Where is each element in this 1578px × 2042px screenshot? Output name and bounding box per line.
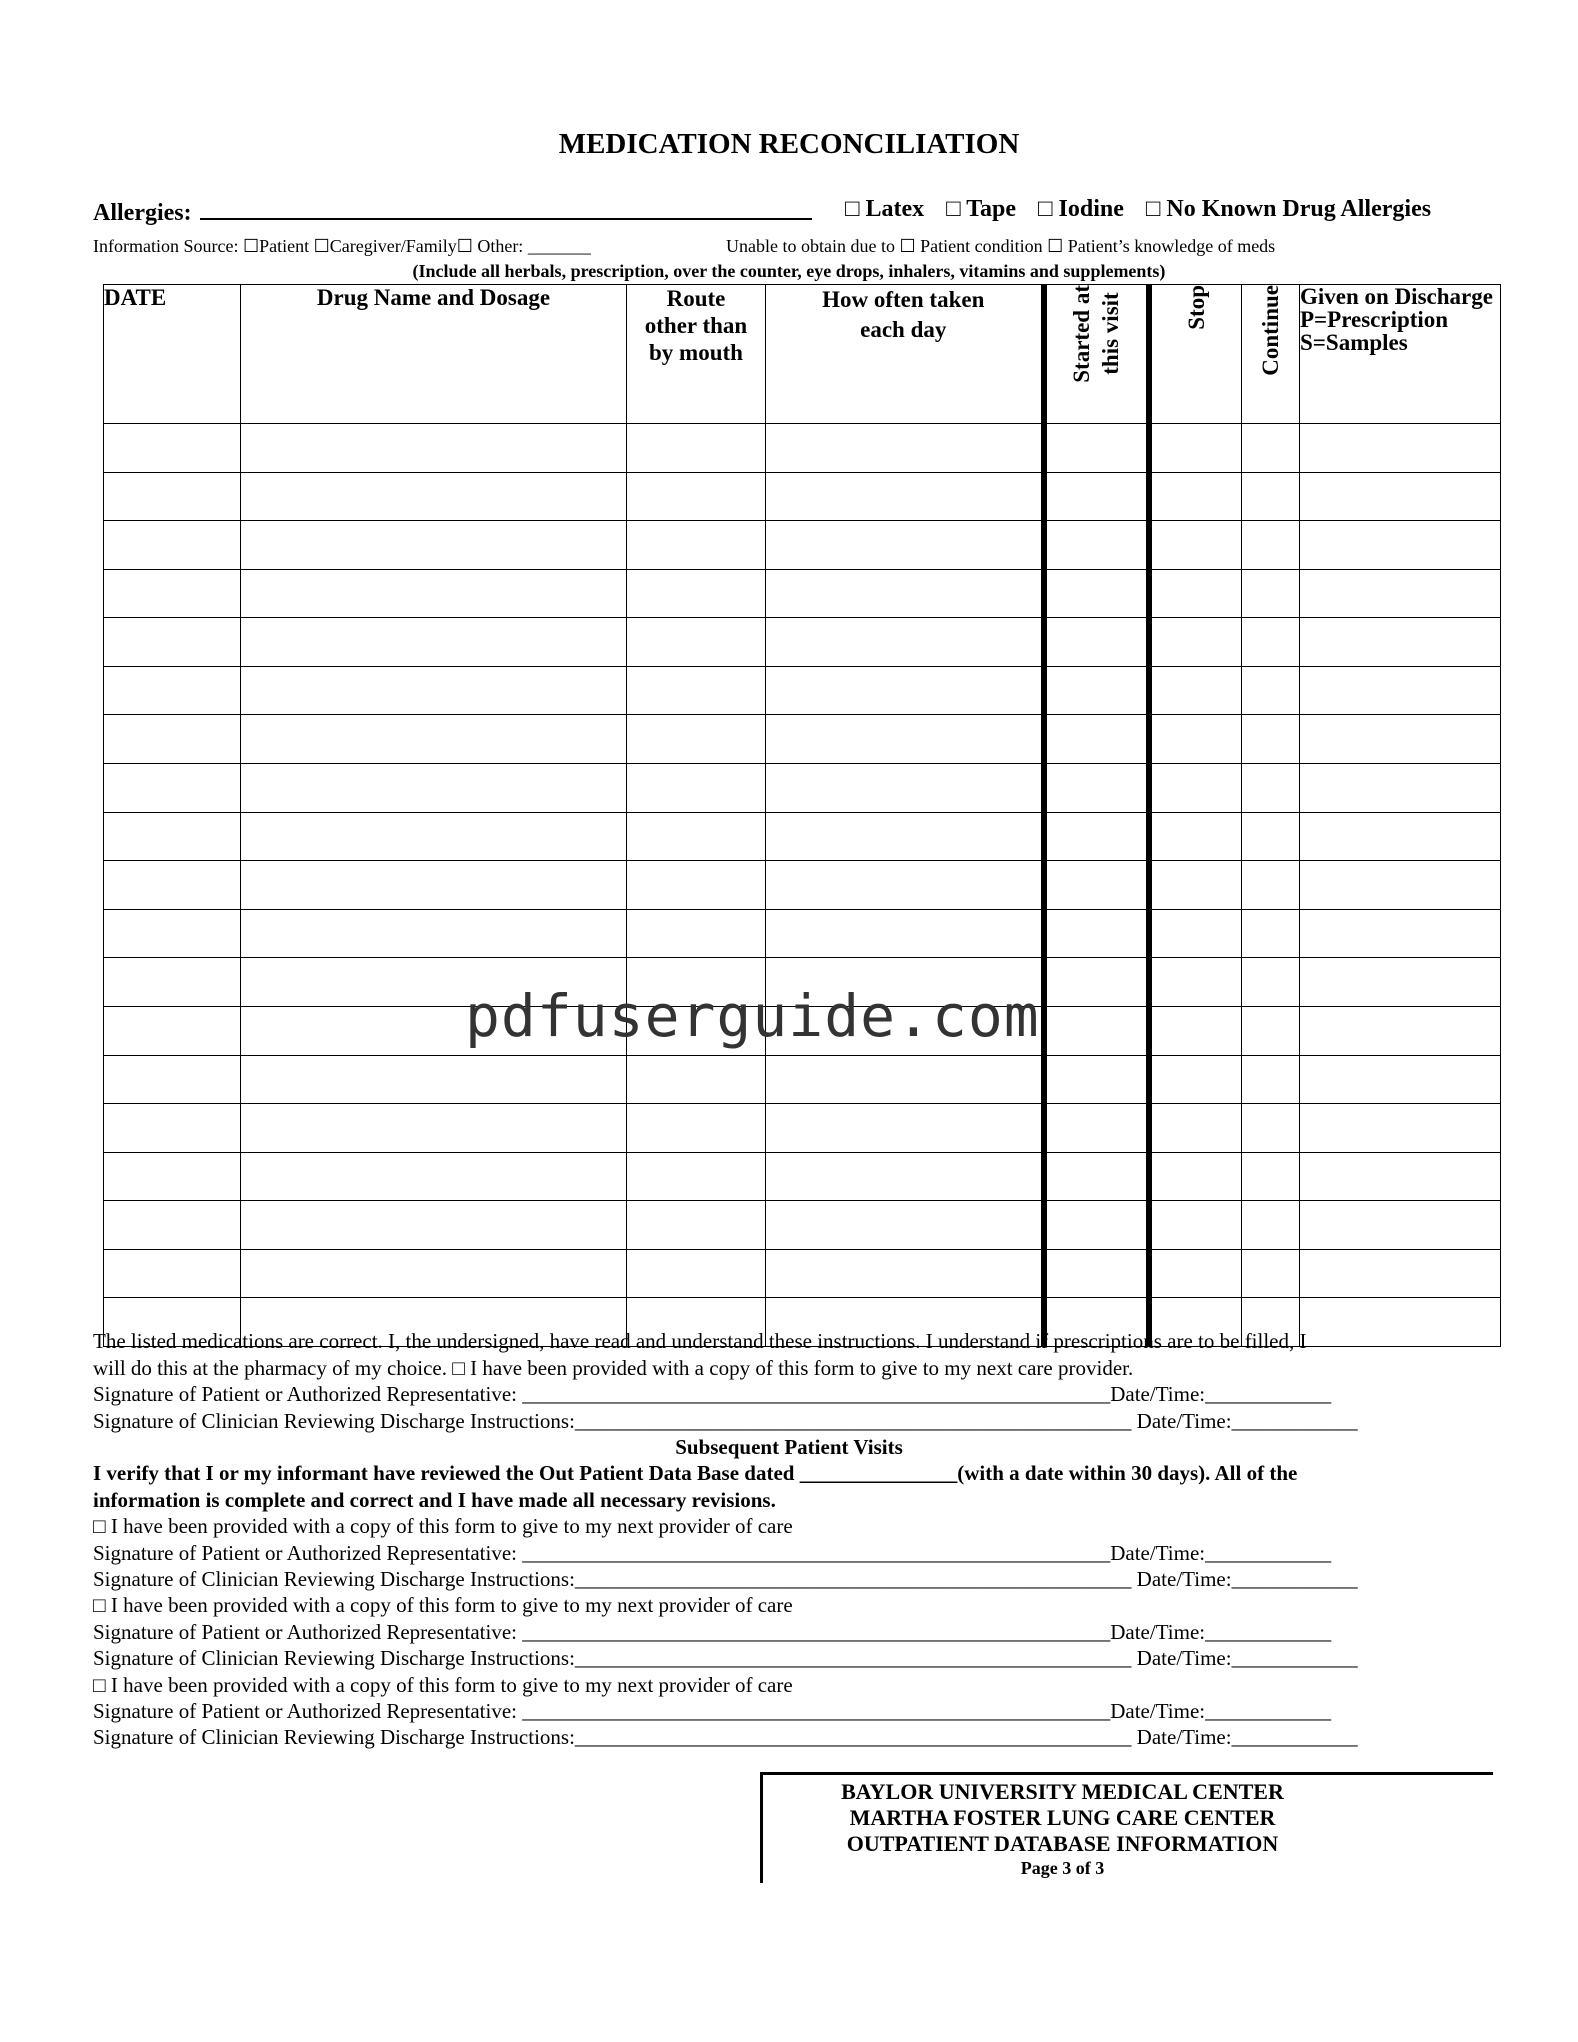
cell-date[interactable] <box>104 861 241 910</box>
cell-date[interactable] <box>104 424 241 473</box>
header-how-often-line: How often taken <box>822 287 985 312</box>
copy-provided-checkbox[interactable]: □ I have been provided with a copy of this form to give to my next provider of care <box>93 1514 793 1538</box>
cell-often[interactable] <box>766 909 1044 958</box>
footer-center: MARTHA FOSTER LUNG CARE CENTER <box>849 1805 1276 1830</box>
cell-often[interactable] <box>766 424 1044 473</box>
footer-form-name: OUTPATIENT DATABASE INFORMATION <box>846 1831 1279 1856</box>
cell-route[interactable] <box>627 1055 766 1104</box>
watermark: pdfuserguide.com <box>465 982 1040 1050</box>
cell-route[interactable] <box>627 812 766 861</box>
table-row <box>104 521 1501 570</box>
cell-continue[interactable] <box>1242 1104 1300 1153</box>
cell-started[interactable] <box>1044 472 1149 521</box>
patient-signature-line[interactable]: Signature of Patient or Authorized Representative: ________________________________________________________Date/Time:____________ <box>93 1699 1332 1723</box>
allergy-options <box>845 196 1447 223</box>
cell-continue[interactable] <box>1242 1249 1300 1298</box>
cell-given[interactable] <box>1300 1298 1501 1347</box>
cell-given[interactable] <box>1300 1249 1501 1298</box>
cell-continue[interactable] <box>1242 424 1300 473</box>
cell-continue[interactable] <box>1242 521 1300 570</box>
table-header-row <box>104 285 1501 424</box>
cell-started[interactable] <box>1044 618 1149 667</box>
cell-date[interactable] <box>104 764 241 813</box>
cell-date[interactable] <box>104 666 241 715</box>
cell-started[interactable] <box>1044 909 1149 958</box>
cell-continue[interactable] <box>1242 618 1300 667</box>
cell-stop[interactable] <box>1149 472 1242 521</box>
cell-continue[interactable] <box>1242 958 1300 1007</box>
copy-provided-checkbox[interactable]: □ I have been provided with a copy of this form to give to my next provider of care <box>93 1593 793 1617</box>
cell-date[interactable] <box>104 958 241 1007</box>
cell-often[interactable] <box>766 1152 1044 1201</box>
cell-continue[interactable] <box>1242 909 1300 958</box>
cell-often[interactable] <box>766 1104 1044 1153</box>
cell-started[interactable] <box>1044 764 1149 813</box>
allergy-option-iodine[interactable]: □ Iodine <box>1038 196 1124 222</box>
cell-route[interactable] <box>627 715 766 764</box>
cell-started[interactable] <box>1044 569 1149 618</box>
clinician-signature-line[interactable]: Signature of Clinician Reviewing Discharge Instructions:_____________________________________________________ Date/Time:____________ <box>93 1646 1358 1670</box>
cell-stop[interactable] <box>1149 909 1242 958</box>
cell-date[interactable] <box>104 812 241 861</box>
include-note: (Include all herbals, prescription, over the counter, eye drops, inhalers, vitamins and supplements) <box>412 261 1166 281</box>
cell-given[interactable] <box>1300 1152 1501 1201</box>
cell-given[interactable] <box>1300 1201 1501 1250</box>
cell-route[interactable] <box>627 764 766 813</box>
cell-continue[interactable] <box>1242 1006 1300 1055</box>
table-row <box>104 1249 1501 1298</box>
patient-signature-line[interactable]: Signature of Patient or Authorized Representative: ________________________________________________________Date/Time:____________ <box>93 1620 1332 1644</box>
cell-often[interactable] <box>766 1055 1044 1104</box>
cell-drug[interactable] <box>241 909 627 958</box>
header-how-often-line: each day <box>860 317 947 342</box>
cell-continue[interactable] <box>1242 764 1300 813</box>
cell-drug[interactable] <box>241 715 627 764</box>
cell-started[interactable] <box>1044 958 1149 1007</box>
cell-stop[interactable] <box>1149 666 1242 715</box>
cell-drug[interactable] <box>241 1104 627 1153</box>
header-date: DATE <box>104 285 241 424</box>
cell-started[interactable] <box>1044 715 1149 764</box>
cell-given[interactable] <box>1300 1006 1501 1055</box>
cell-drug[interactable] <box>241 666 627 715</box>
cell-drug[interactable] <box>241 812 627 861</box>
header-route <box>627 285 766 424</box>
header-given-line: S=Samples <box>1300 330 1408 355</box>
header-stop <box>1149 285 1242 424</box>
cell-continue[interactable] <box>1242 666 1300 715</box>
table-row <box>104 666 1501 715</box>
footer-page-number: Page 3 of 3 <box>1020 1858 1105 1878</box>
table-row <box>104 472 1501 521</box>
header-given-on-discharge <box>1300 285 1501 424</box>
cell-route[interactable] <box>627 861 766 910</box>
header-continue <box>1242 285 1300 424</box>
cell-route[interactable] <box>627 666 766 715</box>
cell-often[interactable] <box>766 618 1044 667</box>
allergies-field <box>93 196 812 227</box>
table-row <box>104 909 1501 958</box>
cell-started[interactable] <box>1044 1006 1149 1055</box>
cell-often[interactable] <box>766 1201 1044 1250</box>
clinician-signature-line[interactable]: Signature of Clinician Reviewing Discharge Instructions:_____________________________________________________ Date/Time:____________ <box>93 1725 1358 1749</box>
cell-date[interactable] <box>104 1249 241 1298</box>
cell-given[interactable] <box>1300 521 1501 570</box>
cell-continue[interactable] <box>1242 861 1300 910</box>
cell-often[interactable] <box>766 861 1044 910</box>
cell-stop[interactable] <box>1149 1201 1242 1250</box>
cell-started[interactable] <box>1044 521 1149 570</box>
cell-drug[interactable] <box>241 569 627 618</box>
cell-given[interactable] <box>1300 715 1501 764</box>
cell-stop[interactable] <box>1149 1104 1242 1153</box>
cell-given[interactable] <box>1300 958 1501 1007</box>
cell-route[interactable] <box>627 1201 766 1250</box>
cell-continue[interactable] <box>1242 1201 1300 1250</box>
cell-given[interactable] <box>1300 1104 1501 1153</box>
cell-route[interactable] <box>627 1152 766 1201</box>
cell-date[interactable] <box>104 1055 241 1104</box>
unable-to-obtain[interactable]: Unable to obtain due to ☐ Patient condition ☐ Patient’s knowledge of meds <box>726 236 1276 256</box>
header-started-line: Started at <box>1069 285 1094 383</box>
cell-given[interactable] <box>1300 618 1501 667</box>
allergy-option-nkda[interactable]: □ No Known Drug Allergies <box>1145 196 1432 222</box>
cell-started[interactable] <box>1044 666 1149 715</box>
table-row <box>104 715 1501 764</box>
cell-date[interactable] <box>104 521 241 570</box>
cell-given[interactable] <box>1300 569 1501 618</box>
information-source[interactable]: Information Source: ☐Patient ☐Caregiver/Family☐ Other: _______ <box>93 236 591 256</box>
cell-stop[interactable] <box>1149 1249 1242 1298</box>
cell-continue[interactable] <box>1242 812 1300 861</box>
copy-provided-checkbox[interactable]: □ I have been provided with a copy of this form to give to my next provider of care <box>93 1673 793 1697</box>
table-row <box>104 424 1501 473</box>
cell-date[interactable] <box>104 1006 241 1055</box>
cell-continue[interactable] <box>1242 1055 1300 1104</box>
patient-signature-line[interactable]: Signature of Patient or Authorized Representative: ________________________________________________________Date/Time:____________ <box>93 1382 1332 1406</box>
cell-date[interactable] <box>104 1152 241 1201</box>
footer-institution: BAYLOR UNIVERSITY MEDICAL CENTER <box>841 1779 1284 1804</box>
cell-started[interactable] <box>1044 812 1149 861</box>
statement-line: The listed medications are correct. I, the undersigned, have read and understand these instructions. I understand if prescriptions are to be filled, I <box>93 1329 1307 1353</box>
header-started-line: this visit <box>1098 292 1123 376</box>
clinician-signature-line[interactable]: Signature of Clinician Reviewing Discharge Instructions:_____________________________________________________ Date/Time:____________ <box>93 1567 1358 1591</box>
header-route-line: other than <box>644 313 748 338</box>
cell-drug[interactable] <box>241 861 627 910</box>
cell-given[interactable] <box>1300 861 1501 910</box>
table-row <box>104 1055 1501 1104</box>
cell-route[interactable] <box>627 618 766 667</box>
cell-given[interactable] <box>1300 472 1501 521</box>
cell-given[interactable] <box>1300 909 1501 958</box>
cell-started[interactable] <box>1044 1104 1149 1153</box>
cell-given[interactable] <box>1300 764 1501 813</box>
cell-stop[interactable] <box>1149 861 1242 910</box>
allergies-input-line[interactable] <box>200 196 812 220</box>
cell-often[interactable] <box>766 569 1044 618</box>
header-route-line: Route <box>666 286 726 311</box>
cell-continue[interactable] <box>1242 472 1300 521</box>
cell-continue[interactable] <box>1242 569 1300 618</box>
page-title: MEDICATION RECONCILIATION <box>558 128 1020 160</box>
cell-drug[interactable] <box>241 618 627 667</box>
cell-often[interactable] <box>766 1249 1044 1298</box>
cell-stop[interactable] <box>1149 569 1242 618</box>
cell-started[interactable] <box>1044 424 1149 473</box>
cell-stop[interactable] <box>1149 424 1242 473</box>
cell-given[interactable] <box>1300 812 1501 861</box>
cell-route[interactable] <box>627 1104 766 1153</box>
cell-date[interactable] <box>104 1201 241 1250</box>
cell-stop[interactable] <box>1149 715 1242 764</box>
table-row <box>104 618 1501 667</box>
cell-given[interactable] <box>1300 666 1501 715</box>
cell-stop[interactable] <box>1149 521 1242 570</box>
cell-continue[interactable] <box>1242 1152 1300 1201</box>
cell-route[interactable] <box>627 521 766 570</box>
clinician-signature-line[interactable]: Signature of Clinician Reviewing Discharge Instructions:_____________________________________________________ Date/Time:____________ <box>93 1409 1358 1433</box>
verify-statement-line[interactable]: I verify that I or my informant have reviewed the Out Patient Data Base dated _______________(with a date within 30 days). All of the <box>93 1461 1298 1485</box>
cell-stop[interactable] <box>1149 1006 1242 1055</box>
cell-date[interactable] <box>104 618 241 667</box>
verify-statement-line: information is complete and correct and I have made all necessary revisions. <box>93 1488 776 1512</box>
header-started <box>1044 285 1149 424</box>
cell-started[interactable] <box>1044 1249 1149 1298</box>
cell-route[interactable] <box>627 472 766 521</box>
cell-continue[interactable] <box>1242 715 1300 764</box>
subsequent-visits-heading: Subsequent Patient Visits <box>675 1435 903 1459</box>
cell-stop[interactable] <box>1149 764 1242 813</box>
table-row <box>104 569 1501 618</box>
cell-drug[interactable] <box>241 424 627 473</box>
medication-table <box>103 284 1501 1347</box>
cell-given[interactable] <box>1300 1055 1501 1104</box>
footer <box>760 1779 1365 1879</box>
cell-drug[interactable] <box>241 1249 627 1298</box>
cell-date[interactable] <box>104 909 241 958</box>
table-row <box>104 1152 1501 1201</box>
cell-date[interactable] <box>104 472 241 521</box>
cell-drug[interactable] <box>241 1152 627 1201</box>
table-row <box>104 1104 1501 1153</box>
cell-drug[interactable] <box>241 764 627 813</box>
cell-often[interactable] <box>766 666 1044 715</box>
header-stop-label: Stop <box>1183 285 1209 330</box>
cell-started[interactable] <box>1044 1055 1149 1104</box>
cell-drug[interactable] <box>241 521 627 570</box>
allergy-option-tape[interactable]: □ Tape <box>946 196 1017 222</box>
cell-route[interactable] <box>627 1249 766 1298</box>
cell-started[interactable] <box>1044 861 1149 910</box>
cell-given[interactable] <box>1300 424 1501 473</box>
cell-drug[interactable] <box>241 1201 627 1250</box>
header-given-line: Given on Discharge <box>1300 284 1493 309</box>
cell-route[interactable] <box>627 909 766 958</box>
patient-signature-line[interactable]: Signature of Patient or Authorized Representative: ________________________________________________________Date/Time:____________ <box>93 1541 1332 1565</box>
table-row <box>104 812 1501 861</box>
allergies-label: Allergies: <box>93 200 192 226</box>
allergy-option-latex[interactable]: □ Latex <box>845 196 925 222</box>
table-row <box>104 764 1501 813</box>
header-continue-label: Continue <box>1258 285 1283 376</box>
header-drug-name: Drug Name and Dosage <box>241 285 627 424</box>
cell-date[interactable] <box>104 1104 241 1153</box>
cell-drug[interactable] <box>241 472 627 521</box>
cell-started[interactable] <box>1044 1152 1149 1201</box>
cell-date[interactable] <box>104 569 241 618</box>
cell-drug[interactable] <box>241 1055 627 1104</box>
cell-often[interactable] <box>766 472 1044 521</box>
cell-stop[interactable] <box>1149 812 1242 861</box>
table-row <box>104 1201 1501 1250</box>
cell-often[interactable] <box>766 812 1044 861</box>
cell-date[interactable] <box>104 715 241 764</box>
cell-often[interactable] <box>766 764 1044 813</box>
cell-stop[interactable] <box>1149 1152 1242 1201</box>
cell-often[interactable] <box>766 715 1044 764</box>
header-given-line: P=Prescription <box>1300 307 1449 332</box>
statement-line[interactable]: will do this at the pharmacy of my choice. □ I have been provided with a copy of this form to give to my next care provider. <box>93 1356 1134 1380</box>
cell-often[interactable] <box>766 521 1044 570</box>
cell-route[interactable] <box>627 569 766 618</box>
header-how-often <box>766 285 1044 424</box>
cell-stop[interactable] <box>1149 618 1242 667</box>
cell-stop[interactable] <box>1149 958 1242 1007</box>
cell-started[interactable] <box>1044 1201 1149 1250</box>
table-row <box>104 861 1501 910</box>
cell-route[interactable] <box>627 424 766 473</box>
cell-stop[interactable] <box>1149 1055 1242 1104</box>
header-route-line: by mouth <box>649 340 743 365</box>
